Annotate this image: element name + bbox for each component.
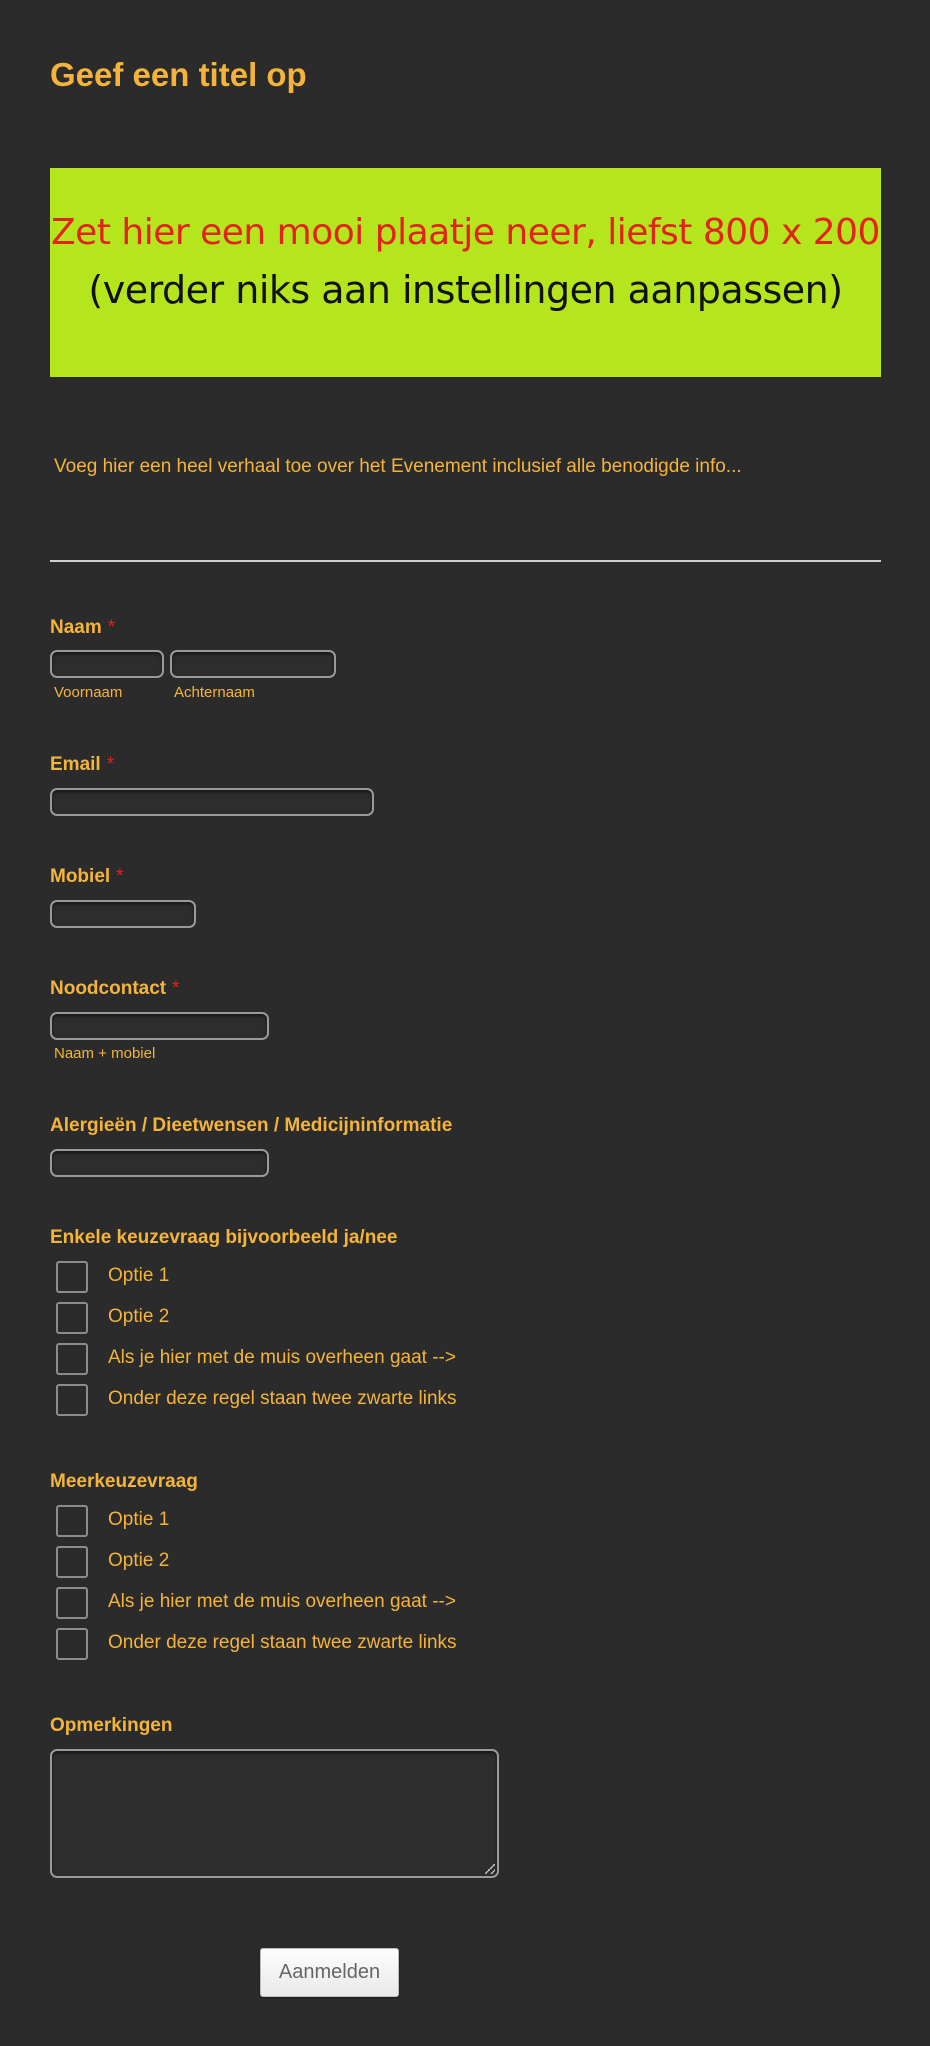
multi-choice-label: Meerkeuzevraag — [50, 1471, 198, 1492]
single-choice-checkbox[interactable] — [56, 1261, 88, 1293]
first-name-input[interactable] — [50, 650, 164, 678]
multi-choice-checkbox[interactable] — [56, 1505, 88, 1537]
single-choice-option-label[interactable]: Optie 2 — [108, 1306, 170, 1327]
multi-choice-option-label[interactable]: Optie 2 — [108, 1550, 170, 1571]
divider — [50, 560, 881, 562]
banner-line-1: Zet hier een mooi plaatje neer, liefst 800 x 200 — [51, 212, 880, 253]
email-required-mark: * — [106, 754, 115, 775]
allergies-input[interactable] — [50, 1149, 269, 1177]
emergency-contact-label — [50, 978, 180, 1000]
mobile-label — [50, 866, 124, 888]
emergency-contact-label-text: Noodcontact — [50, 978, 167, 999]
email-label-text: Email — [50, 754, 101, 775]
first-name-sublabel: Voornaam — [54, 684, 123, 701]
single-choice-option-label[interactable]: Onder deze regel staan twee zwarte links — [108, 1388, 457, 1409]
multi-choice-option-label[interactable]: Als je hier met de muis overheen gaat --> — [108, 1591, 456, 1612]
mobile-input[interactable] — [50, 900, 196, 928]
multi-choice-checkbox[interactable] — [56, 1546, 88, 1578]
single-choice-checkbox[interactable] — [56, 1302, 88, 1334]
submit-button[interactable]: Aanmelden — [260, 1948, 399, 1997]
mobile-label-text: Mobiel — [50, 866, 111, 887]
last-name-input[interactable] — [170, 650, 336, 678]
form-title: Geef een titel op — [50, 56, 307, 93]
emergency-contact-sublabel: Naam + mobiel — [54, 1045, 156, 1062]
email-input[interactable] — [50, 788, 374, 816]
multi-choice-checkbox[interactable] — [56, 1628, 88, 1660]
banner-image — [50, 168, 881, 377]
mobile-required-mark: * — [116, 866, 124, 887]
allergies-label: Alergieën / Dieetwensen / Medicijninformatie — [50, 1115, 453, 1136]
emergency-contact-required-mark: * — [172, 978, 180, 999]
multi-choice-checkbox[interactable] — [56, 1587, 88, 1619]
single-choice-option-label[interactable]: Optie 1 — [108, 1265, 170, 1286]
intro-text: Voeg hier een heel verhaal toe over het Evenement inclusief alle benodigde info... — [54, 456, 742, 477]
banner-line-2: (verder niks aan instellingen aanpassen) — [88, 268, 843, 312]
last-name-sublabel: Achternaam — [174, 684, 255, 701]
remarks-textarea[interactable] — [50, 1749, 499, 1878]
single-choice-checkbox[interactable] — [56, 1384, 88, 1416]
single-choice-checkbox[interactable] — [56, 1343, 88, 1375]
multi-choice-option-label[interactable]: Optie 1 — [108, 1509, 170, 1530]
remarks-label: Opmerkingen — [50, 1715, 173, 1736]
multi-choice-option-label[interactable]: Onder deze regel staan twee zwarte links — [108, 1632, 457, 1653]
name-label-text: Naam — [50, 617, 102, 638]
resize-grip-icon[interactable] — [485, 1864, 495, 1874]
emergency-contact-input[interactable] — [50, 1012, 269, 1040]
single-choice-label: Enkele keuzevraag bijvoorbeeld ja/nee — [50, 1227, 398, 1248]
single-choice-option-label[interactable]: Als je hier met de muis overheen gaat --> — [108, 1347, 456, 1368]
name-label — [50, 617, 115, 639]
name-required-mark: * — [107, 617, 116, 638]
email-label — [50, 754, 114, 776]
